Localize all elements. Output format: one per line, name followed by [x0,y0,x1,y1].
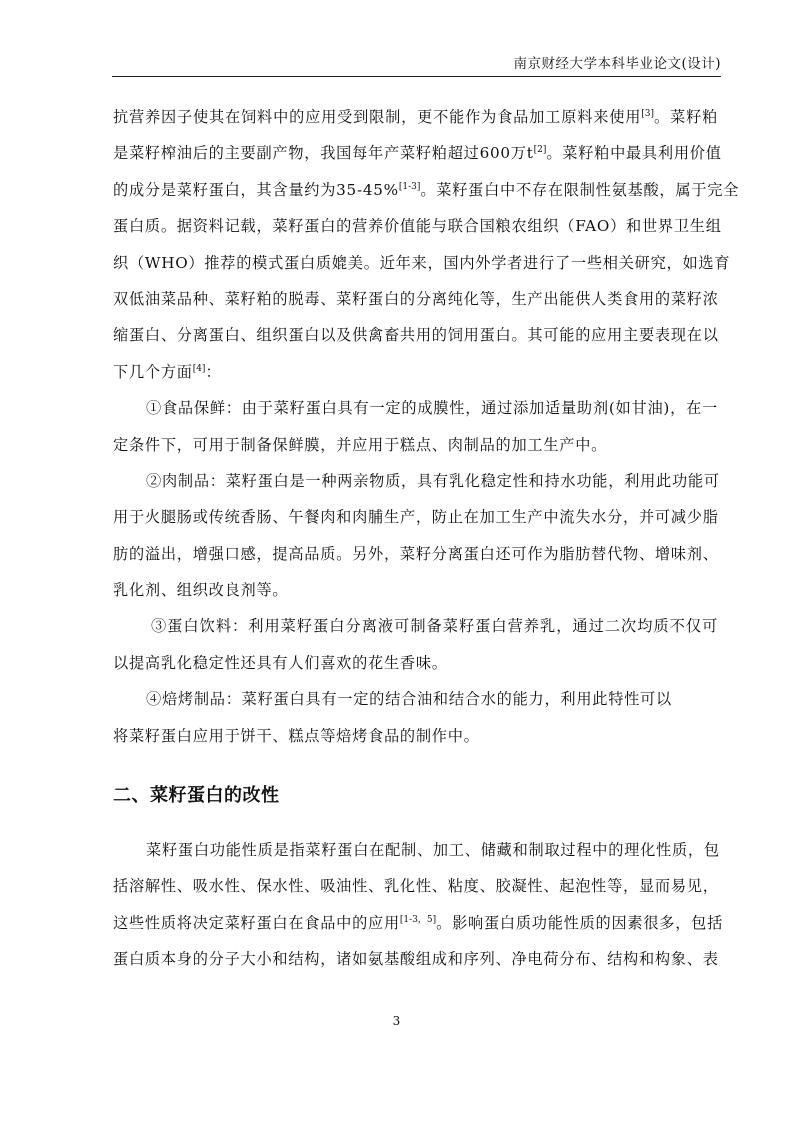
list-item-protein-drinks [113,608,718,681]
list-item-meat-products [113,463,718,609]
citation: [3] [641,108,654,119]
text-line [113,354,718,390]
text-run: 。菜籽粕中最具利用价值 [546,144,722,163]
paragraph-functional-properties [113,832,723,978]
citation: [2] [533,145,547,156]
text-run: ： [205,362,222,381]
text-run: 下几个方面 [113,362,193,381]
text-line: 括溶解性、吸水性、保水性、吸油性、乳化性、粘度、胶凝性、起泡性等，显而易见， [113,877,719,896]
text-line: 双低油菜品种、菜籽粕的脱毒、菜籽蛋白的分离纯化等，生产出能供人类食用的菜籽浓 [113,289,719,308]
text-run: 。菜籽蛋白中不存在限制性氨基酸，属于完全 [420,180,740,199]
text-line: 织（WHO）推荐的模式蛋白质媲美。近年来，国内外学者进行了一些相关研究，如选育 [113,253,731,272]
text-line: 缩蛋白、分离蛋白、组织蛋白以及供禽畜共用的饲用蛋白。其可能的应用主要表现在以 [113,326,719,345]
page-number: 3 [392,1014,401,1028]
text-line: 乳化剂、组织改良剂等。 [113,581,289,600]
text-line: 用于火腿肠或传统香肠、午餐肉和肉脯生产，防止在加工生产中流失水分，并可减少脂 [113,508,719,527]
text-line: ①食品保鲜：由于菜籽蛋白具有一定的成膜性，通过添加适量助剂(如甘油)，在一 [146,399,718,418]
text-line: 将菜籽蛋白应用于饼干、糕点等焙烤食品的制作中。 [113,726,480,745]
text-line [113,172,740,208]
paragraph-rapeseed-meal [113,99,740,390]
text-line: ④焙烤制品：菜籽蛋白具有一定的结合油和结合水的能力，利用此特性可以 [146,690,672,709]
citation: [1-3，5] [399,914,437,925]
page-body [113,99,740,978]
text-line: 以提高乳化稳定性还具有人们喜欢的花生香味。 [113,653,448,672]
text-run: 的成分是菜籽蛋白，其含量约为35-45% [113,180,399,199]
text-line [113,99,718,135]
text-line: ②肉制品：菜籽蛋白是一种两亲物质，具有乳化稳定性和持水功能，利用此功能可 [146,471,720,490]
citation: [1-3] [398,181,421,192]
text-line: 蛋白质。据资料记载，菜籽蛋白的营养价值能与联合国粮农组织（FAO）和世界卫生组 [113,217,722,236]
text-line [113,135,722,171]
text-line: 定条件下，可用于制备保鲜膜，并应用于糕点、肉制品的加工生产中。 [113,435,608,454]
section-heading: 二、菜籽蛋白的改性 [113,785,280,807]
text-line: 菜籽蛋白功能性质是指菜籽蛋白在配制、加工、储藏和制取过程中的理化性质，包 [146,841,720,860]
list-item-baked-goods [113,681,718,754]
running-header: 南京财经大学本科毕业论文(设计) [513,56,721,72]
text-run: 这些性质将决定菜籽蛋白在食品中的应用 [113,913,400,932]
text-line: 肪的溢出，增强口感，提高品质。另外，菜籽分离蛋白还可作为脂肪替代物、增味剂、 [113,544,719,563]
list-item-food-preservation [113,390,718,463]
text-line: 蛋白质本身的分子大小和结构，诸如氨基酸组成和序列、净电荷分布、结构和构象、表 [113,950,719,969]
text-line: ③蛋白饮料：利用菜籽蛋白分离液可制备菜籽蛋白营养乳，通过二次均质不仅可 [151,617,718,636]
text-run: 。菜籽粕 [653,108,719,126]
header-rule [112,76,721,77]
spacer [113,754,718,776]
text-run: 抗营养因子使其在饲料中的应用受到限制，更不能作为食品加工原料来使用 [113,108,642,126]
text-line [113,905,723,941]
text-run: 是菜籽榨油后的主要副产物，我国每年产菜籽粕超过600万t [113,144,534,163]
text-run: 。影响蛋白质功能性质的因素很多，包括 [436,913,723,932]
citation: [4] [192,363,206,374]
